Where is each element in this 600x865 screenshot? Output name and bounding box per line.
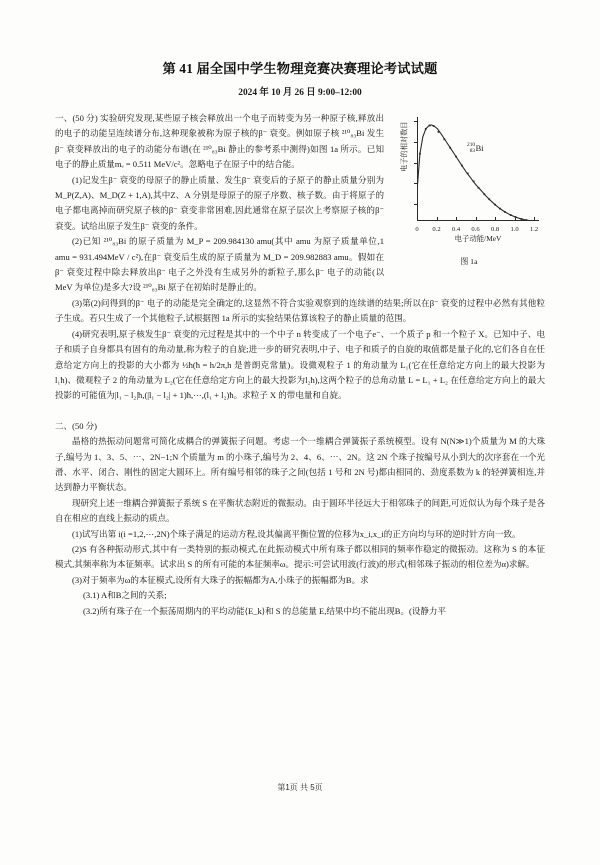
figure-caption: 图 1a <box>460 257 478 266</box>
section-two-question-3: (3)对于频率为ω的本征模式,设所有大珠子的振幅都为A,小珠子的振幅都为B。求 <box>72 574 369 585</box>
section-two-intro-2: 现研究上述一维耦合弹簧振子系统 S 在平衡状态附近的微振动。由于圆环半径远大于相邻珠子的间距,可近似认为每个珠子是各自在相应的直线上振动的质点。 <box>55 497 545 524</box>
section-two-intro: 晶格的热振动问题常可简化成耦合的弹簧振子问题。考虑一个一维耦合弹簧振子系统模型。设有 N(N≫1)个质量为 M 的大珠子,编号为 1、3、5、⋯、2N−1;N 个质量为 m 的小珠子,编号为 2、4、6、⋯、2N。这 2N 个珠子按编号从小到大的次序套在一个光滑、水平、闭合、刚性的固定大圆环上。所有编号相邻的珠子之间(包括 1 号和 2N 号)都由相同的、劲度系数为 k 的轻弹簧相连,并达到静力平衡状态。 <box>55 436 545 493</box>
section-two-block <box>55 419 545 619</box>
section-one-heading: 一、(50 分) 实验研究发现,某些原子核会释放出一个电子而转变为另一种原子核,释放出的电子的动能呈连续谱分布,这种现象被称为原子核的β⁻ 衰变。例如原子核 ²¹⁰₈₃Bi 发生β⁻ 衰变释放出的电子的动能分布谱(在 ²¹⁰₈₃Bi 静止的参考系中测得)如图 1a 所示。已知电子的静止质量mₑ = 0.511 MeV/c²。忽略电子在原子中的结合能。 <box>55 113 384 170</box>
element-symbol: Bi <box>475 144 484 153</box>
x-tick-label: 1.0 <box>510 226 519 233</box>
figure-1a <box>393 113 545 269</box>
x-tick-mark <box>437 217 438 221</box>
section-one-question-4: (4)研究表明,原子核发生β⁻ 衰变的元过程是其中的一个中子 n 转变成了一个电子e⁻、一个质子 p 和一个粒子 X。已知中子、电子和质子自身都具有固有的角动量,称为粒子的自旋;进一步的研究表明,中子、电子和质子的自旋的取值都是量子化的,它们各自在任意给定方向上的投影的大小都为 ½ħ(ħ = h/2π,h 是普朗克常量)。设微观粒子 1 的角动量为 L₁(它在任意给定方向上的最大投影为l₁ħ)、微观粒子 2 的角动量为 L₂(它在任意给定方向上的最大投影为l₂ħ),这两个粒子的总角动量 L = L₁ + L₂ 在任意给定方向上的最大投影的可能值为|l₁ − l₂|ħ,(|l₁ − l₂| + 1)ħ,⋯,(l₁ + l₂)ħ。求粒子 X 的带电量和自旋。 <box>55 328 545 401</box>
x-tick-mark <box>534 217 535 221</box>
chart-y-axis-label: 电子的相对数目 <box>400 121 409 172</box>
x-tick-mark <box>515 217 516 221</box>
chart-x-axis-label: 电子动能/MeV <box>454 234 502 243</box>
section-two-question-3-1: (3.1) A和B之间的关系; <box>83 590 167 601</box>
x-tick-label: 0.8 <box>490 226 500 233</box>
x-tick-label: 0 <box>415 226 419 233</box>
section-two-heading: 二、(50 分) <box>55 420 98 431</box>
x-tick-label: 0.4 <box>451 226 461 233</box>
nuclide-superscripts <box>467 143 475 154</box>
page-footer: 第1页 共 5页 <box>277 783 323 792</box>
mass-number: 210 <box>467 142 476 149</box>
section-one-block <box>55 111 545 404</box>
x-tick-mark <box>456 217 457 221</box>
x-tick-label: 0.6 <box>471 226 480 233</box>
section-one-question-2: (2)已知 ²¹⁰₈₃Bi 的原子质量为 M_P = 209.984130 amu(其中 amu 为原子质量单位,1 amu = 931.494MeV / c²),在β⁻ 衰变后生成的原子质量为 M_D = 209.982883 amu。假如在β⁻ 衰变过程中除去释放出β⁻ 电子之外没有生成另外的新粒子,那么β⁻ 电子的动能(以 MeV 为单位)是多大?设 ²¹⁰₈₃Bi 原子在初始时是静止的。 <box>55 236 384 293</box>
x-tick-mark <box>476 217 477 221</box>
x-tick-label: 0.2 <box>432 226 441 233</box>
atomic-number: 83 <box>469 148 476 155</box>
page-content <box>55 58 545 619</box>
y-tick-mark <box>414 204 418 205</box>
section-divider <box>55 404 545 419</box>
x-tick-mark <box>495 217 496 221</box>
x-tick-mark <box>417 217 418 221</box>
y-tick-mark <box>414 121 418 122</box>
y-tick-mark <box>414 142 418 143</box>
chart-annotation-nuclide <box>467 141 484 156</box>
chart-beta-spectrum <box>393 113 545 241</box>
section-two-question-1: (1)试写出第 i(i =1,2,⋯,2N)个珠子满足的运动方程,设其偏离平衡位置的位移为x_i,x_i的正方向均与环的逆时针方向一致。 <box>72 528 521 539</box>
page-title: 第 41 届全国中学生物理竞赛决赛理论考试试题 <box>162 61 438 76</box>
y-tick-mark <box>414 163 418 164</box>
section-one-question-3: (3)第(2)问得到的β⁻ 电子的动能是完全确定的,这显然不符合实验观察到的连续谱的结果;所以在β⁻ 衰变的过程中必然有其他粒子生成。若只生成了一个其他粒子,试根据图 1a 所示的实验结果估算该粒子的静止质量的范围。 <box>55 297 545 324</box>
chart-curve <box>417 117 539 221</box>
section-two-question-3-2: (3.2)所有珠子在一个振荡周期内的平均动能⟨E_k⟩和 S 的总能量 E,结果中均不能出现B。(设静力平 <box>83 605 447 616</box>
y-tick-mark <box>414 183 418 184</box>
section-two-question-2: (2)S 有各种振动形式,其中有一类特别的振动模式,在此振动模式中所有珠子都以相同的频率作稳定的微振动。这称为 S 的本征模式,其频率称为本征频率。试求出 S 的所有可能的本征频率ω。提示:可尝试用波(行波)的形式(相邻珠子振动的相位差为α)求解。 <box>55 543 545 570</box>
exam-datetime: 2024 年 10 月 26 日 9:00–12:00 <box>238 88 362 98</box>
x-tick-label: 1.2 <box>529 226 539 233</box>
section-one-question-1: (1)记发生β⁻ 衰变的母原子的静止质量、发生β⁻ 衰变后的子原子的静止质量分别为M_P(Z,A)、M_D(Z + 1,A),其中Z、A 分别是母原子的原子序数、核子数。由于将原子的电子都电离掉而研究原子核的β⁻ 衰变非常困难,因此通常在原子层次上考察原子核的β⁻ 衰变。试给出原子发生β⁻ 衰变的条件。 <box>55 174 384 231</box>
